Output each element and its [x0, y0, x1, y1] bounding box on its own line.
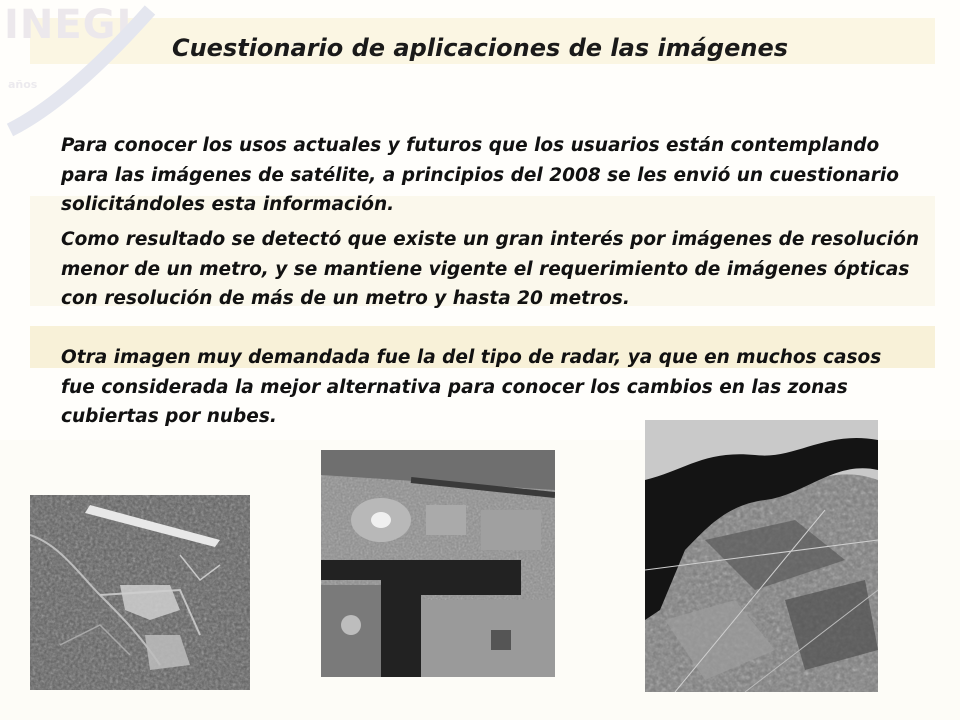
paragraph-survey: Para conocer los usos actuales y futuros que los usuarios están contemplando para las imágenes de satélite, a principios del 2008 se les envió un cuestionario solicitándoles esta información.	[61, 135, 899, 215]
watermark-arc	[0, 0, 200, 140]
watermark-logo: INEGI	[4, 2, 133, 48]
satellite-image-port	[321, 450, 555, 677]
paragraph-results: Como resultado se detectó que existe un gran interés por imágenes de resolución menor de un metro, y se mantiene vigente el requerimiento de imágenes ópticas con resolución de más de un metro y hasta 20 metros.	[61, 229, 920, 309]
satellite-image-river-fields	[645, 420, 878, 692]
paragraph-radar: Otra imagen muy demandada fue la del tipo de radar, ya que en muchos casos fue considerada la mejor alternativa para conocer los cambios en las zonas cubiertas por nubes.	[61, 347, 882, 427]
watermark-subtext: años	[8, 78, 38, 91]
satellite-image-airstrip	[30, 495, 250, 690]
slide-title: Cuestionario de aplicaciones de las imágenes	[171, 34, 789, 62]
